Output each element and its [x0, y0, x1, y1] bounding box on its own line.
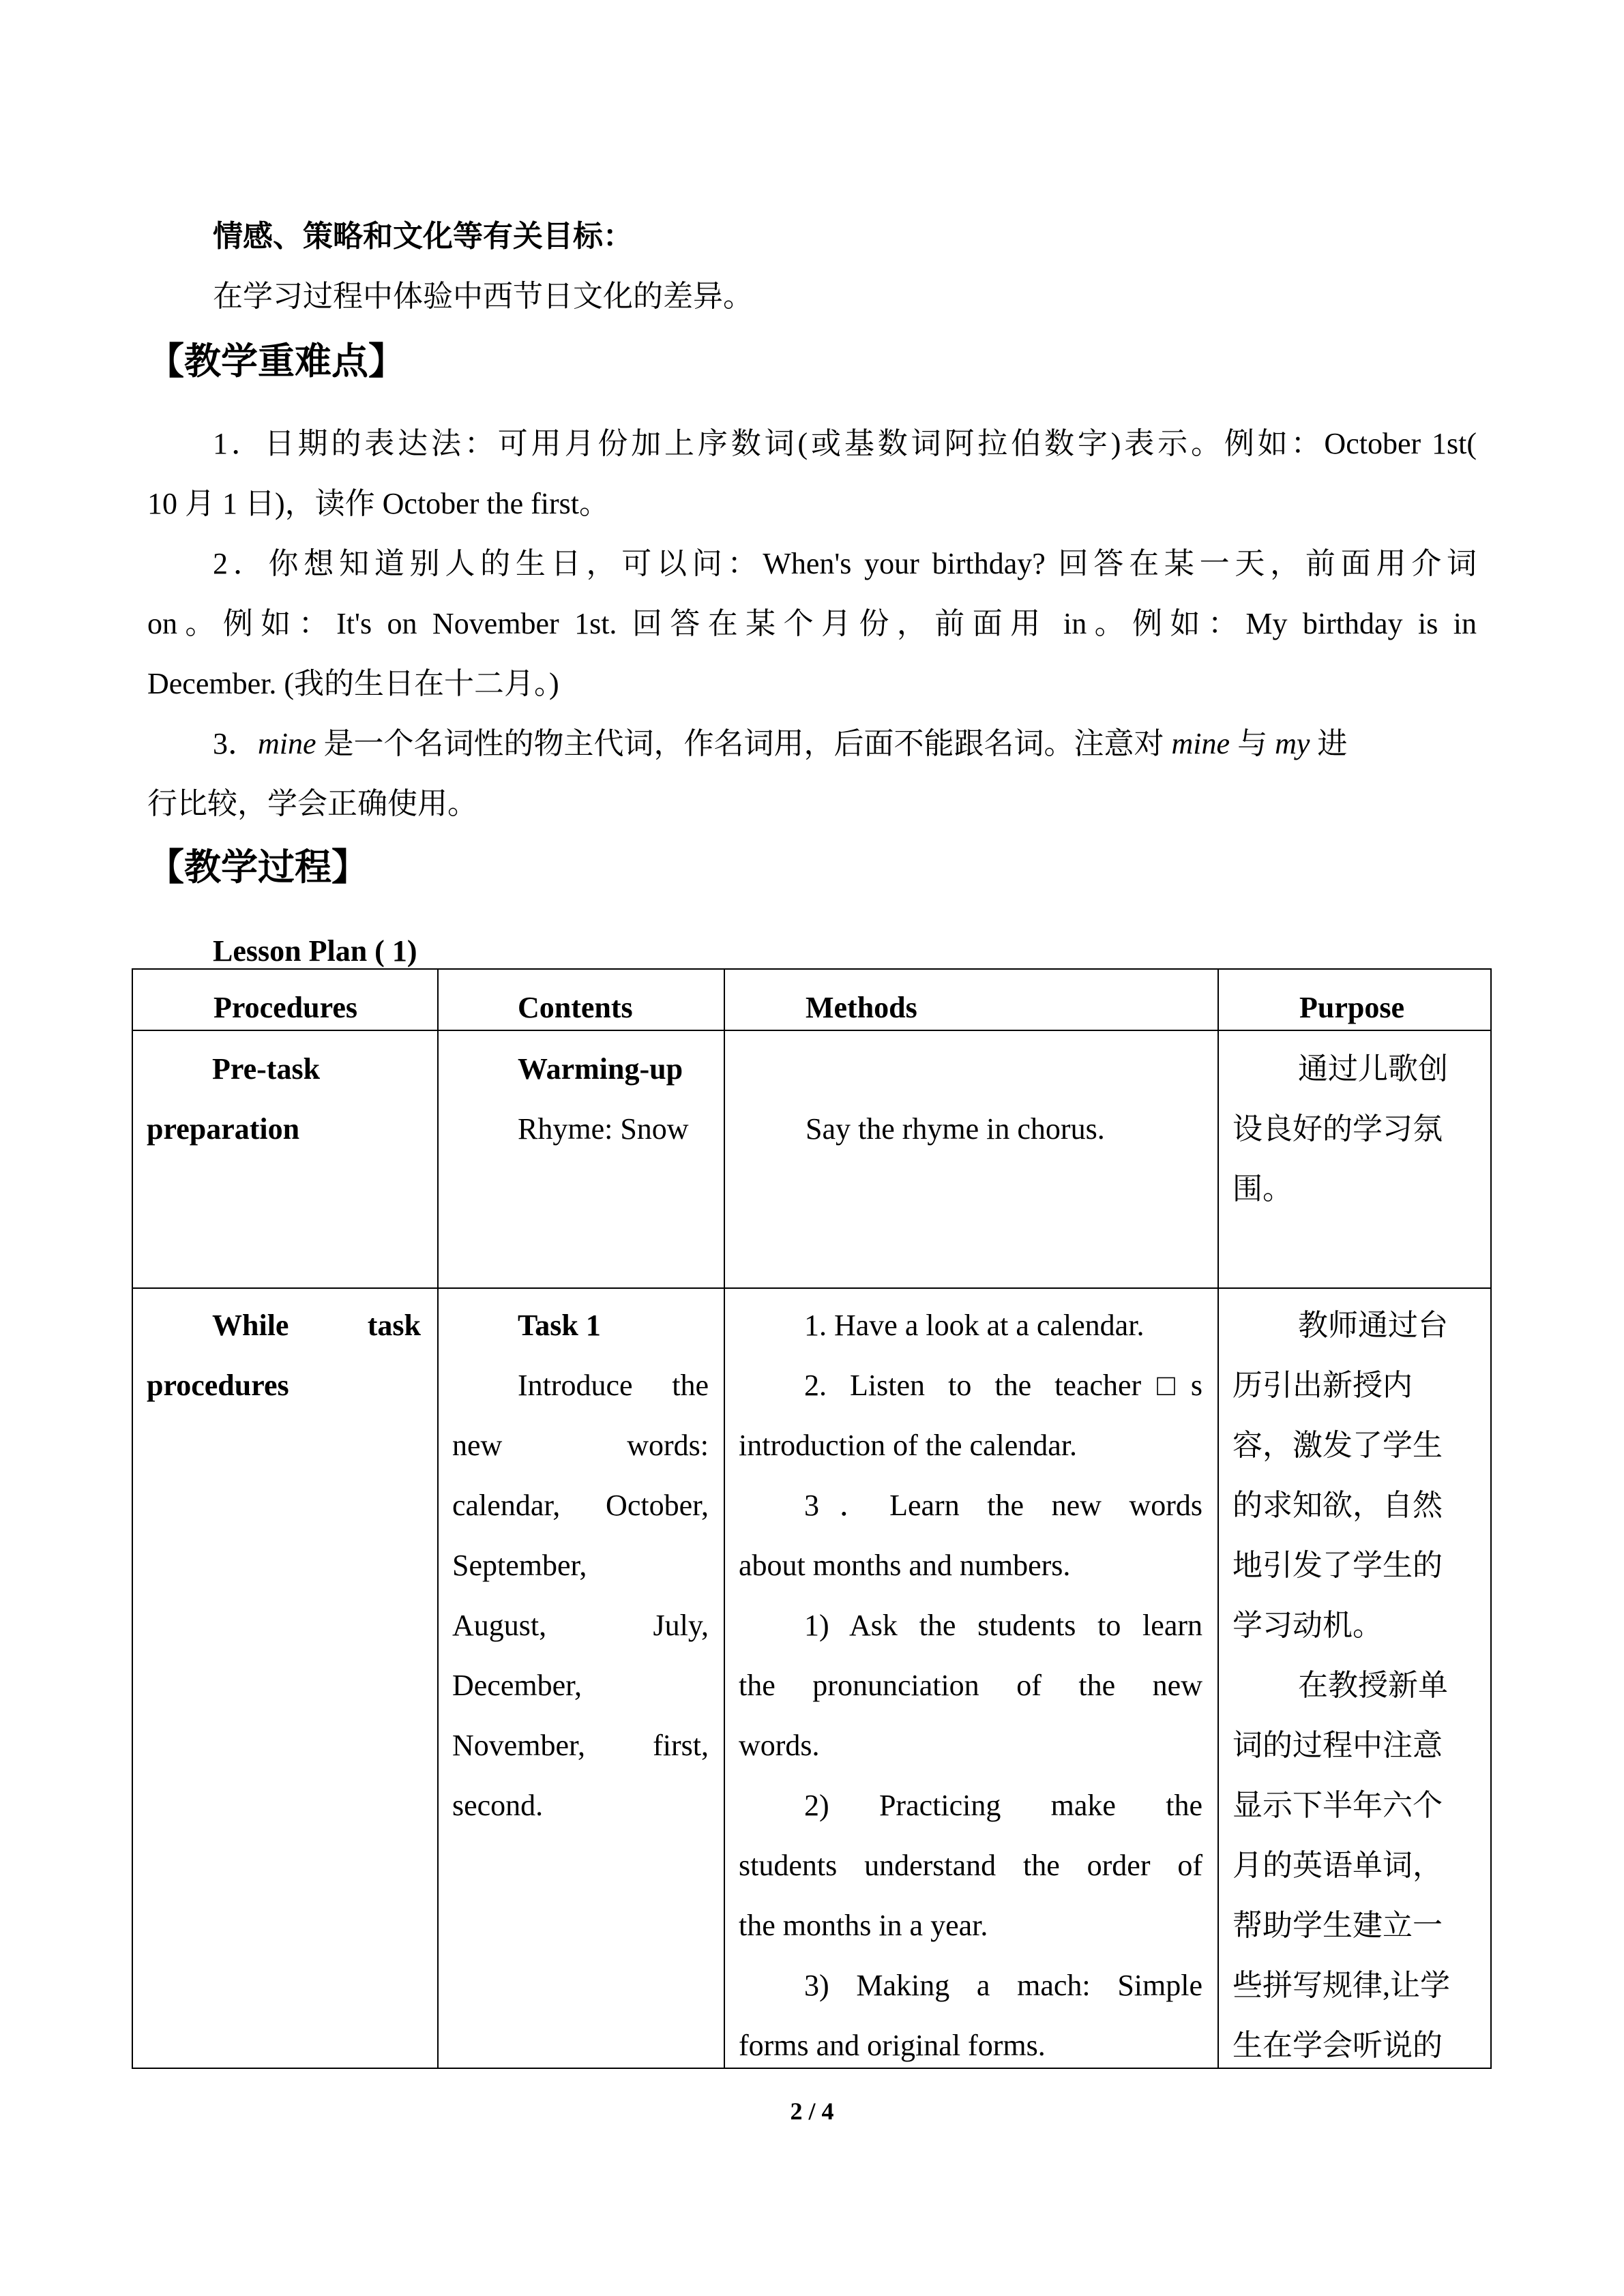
row2-purpose: [1232, 1296, 1481, 2076]
key-point-line-5: December. (我的生日在十二月。): [147, 667, 559, 700]
row2-purpose-line-7: 在教授新单: [1298, 1669, 1448, 1702]
header-procedures: Procedures: [213, 991, 357, 1024]
row2-content-line-6: December,: [452, 1669, 582, 1702]
table-border-top: [132, 968, 1492, 970]
table-row-divider: [132, 1287, 1492, 1289]
row2-procedure-line-2: procedures: [147, 1369, 289, 1402]
row2-content-line-3: calendar, October,: [452, 1489, 709, 1522]
row1-purpose-line-1: 通过儿歌创: [1298, 1052, 1448, 1086]
row2-method-line-13: forms and original forms.: [739, 2029, 1046, 2062]
row1-content-text: Rhyme: Snow: [518, 1112, 689, 1146]
row2-content: [452, 1296, 709, 1836]
row2-method-line-6: 1) Ask the students to learn: [804, 1609, 1202, 1642]
key-point-line-6: [147, 714, 1477, 774]
row2-method-line-2: 2. Listen to the teacher□s: [804, 1369, 1202, 1402]
row2-purpose-line-3: 容，激发了学生: [1232, 1429, 1443, 1462]
row1-purpose-line-2: 设良好的学习氛: [1232, 1112, 1443, 1146]
table-border-left: [132, 968, 133, 2069]
row2-purpose-line-1: 教师通过台: [1298, 1309, 1448, 1342]
row2-method-line-12: 3) Making a mach: Simple: [804, 1969, 1202, 2002]
key-point-3-word-mine-2: mine: [1171, 727, 1230, 760]
row2-purpose-line-2: 历引出新授内: [1232, 1369, 1413, 1402]
row2-content-title: Task 1: [518, 1309, 601, 1342]
row1-procedure: [147, 1039, 422, 1159]
table-divider-1: [437, 968, 439, 2069]
key-point-3-text-a: 是一个名词性的物主代词，作名词用，后面不能跟名词。注意对: [316, 727, 1172, 760]
key-point-3-word-mine: mine: [258, 727, 316, 760]
row1-procedure-line-2: preparation: [147, 1112, 300, 1146]
process-heading: 【教学过程】: [147, 846, 368, 889]
row2-method-line-10: students understand the order of: [739, 1849, 1202, 1882]
key-point-line-1: 1．日期的表达法：可用月份加上序数词(或基数词阿拉伯数字)表示。例如：October 1st(: [213, 427, 1477, 460]
key-point-line-7: 行比较，学会正确使用。: [147, 787, 477, 820]
row2-purpose-line-5: 地引发了学生的: [1232, 1549, 1443, 1582]
row2-purpose-line-4: 的求知欲，自然: [1232, 1489, 1443, 1522]
row2-content-line-7: November, first,: [452, 1729, 709, 1762]
header-contents: Contents: [518, 991, 633, 1024]
row2-content-line-5: August, July,: [452, 1609, 709, 1642]
row1-content-title: Warming-up: [518, 1052, 683, 1086]
row2-content-line-4: September,: [452, 1549, 587, 1582]
lesson-plan-table: [132, 968, 1492, 2069]
table-divider-3: [1217, 968, 1219, 2069]
row2-method-line-1: 1. Have a look at a calendar.: [804, 1309, 1145, 1342]
lesson-plan-title: Lesson Plan ( 1): [213, 934, 417, 968]
key-point-3-num: 3．: [213, 727, 258, 760]
row2-purpose-line-9: 显示下半年六个: [1232, 1789, 1443, 1822]
key-point-line-2: 10 月 1 日)，读作 October the first。: [147, 487, 609, 520]
row1-purpose-line-3: 围。: [1232, 1172, 1293, 1206]
row2-procedure-line-1: While task: [212, 1309, 421, 1342]
objectives-heading: 情感、策略和文化等有关目标：: [213, 220, 633, 253]
key-point-line-3: 2．你想知道别人的生日，可以问：When's your birthday? 回答在某一天，前面用介词: [213, 547, 1477, 580]
objectives-text: 在学习过程中体验中西节日文化的差异。: [213, 280, 753, 313]
row2-method-line-7: the pronunciation of the new: [739, 1669, 1202, 1702]
row2-procedure: [147, 1296, 421, 1416]
key-point-line-4: on。例如：It's on November 1st. 回答在某个月份，前面用 in。例如：My birthday is in: [147, 607, 1477, 640]
key-point-3-text-b: 与: [1230, 727, 1275, 760]
row2-purpose-line-10: 月的英语单词，: [1232, 1849, 1443, 1882]
key-points-heading: 【教学重难点】: [147, 340, 405, 383]
header-methods: Methods: [806, 991, 917, 1024]
row2-method-line-3: introduction of the calendar.: [739, 1429, 1078, 1462]
row1-method: Say the rhyme in chorus.: [806, 1112, 1105, 1146]
row2-method-line-4: 3．Learn the new words: [804, 1489, 1202, 1522]
row2-content-line-8: second.: [452, 1789, 544, 1822]
row1-procedure-line-1: Pre-task: [212, 1052, 321, 1086]
row2-purpose-line-13: 生在学会听说的: [1232, 2029, 1443, 2062]
row1-purpose: [1232, 1039, 1481, 1219]
key-point-3-text-c: 进: [1310, 727, 1348, 760]
table-divider-2: [724, 968, 725, 2069]
row2-method-line-9: 2) Practicing make the: [804, 1789, 1202, 1822]
row2-purpose-line-8: 词的过程中注意: [1232, 1729, 1443, 1762]
row2-method-line-11: the months in a year.: [739, 1909, 988, 1942]
row2-method: [739, 1296, 1202, 2076]
page-number: 2 / 4: [790, 2098, 834, 2125]
row2-content-line-1: Introduce the: [518, 1369, 709, 1402]
row2-purpose-line-12: 些拼写规律,让学: [1232, 1969, 1450, 2002]
row2-method-line-8: words.: [739, 1729, 820, 1762]
row2-content-line-2: new words:: [452, 1429, 709, 1462]
key-point-3-word-my: my: [1275, 727, 1310, 760]
table-border-right: [1490, 968, 1492, 2069]
row1-content: [518, 1039, 711, 1159]
row2-purpose-line-11: 帮助学生建立一: [1232, 1909, 1443, 1942]
row2-method-line-5: about months and numbers.: [739, 1549, 1071, 1582]
header-purpose: Purpose: [1299, 991, 1404, 1024]
row2-purpose-line-6: 学习动机。: [1232, 1609, 1383, 1642]
